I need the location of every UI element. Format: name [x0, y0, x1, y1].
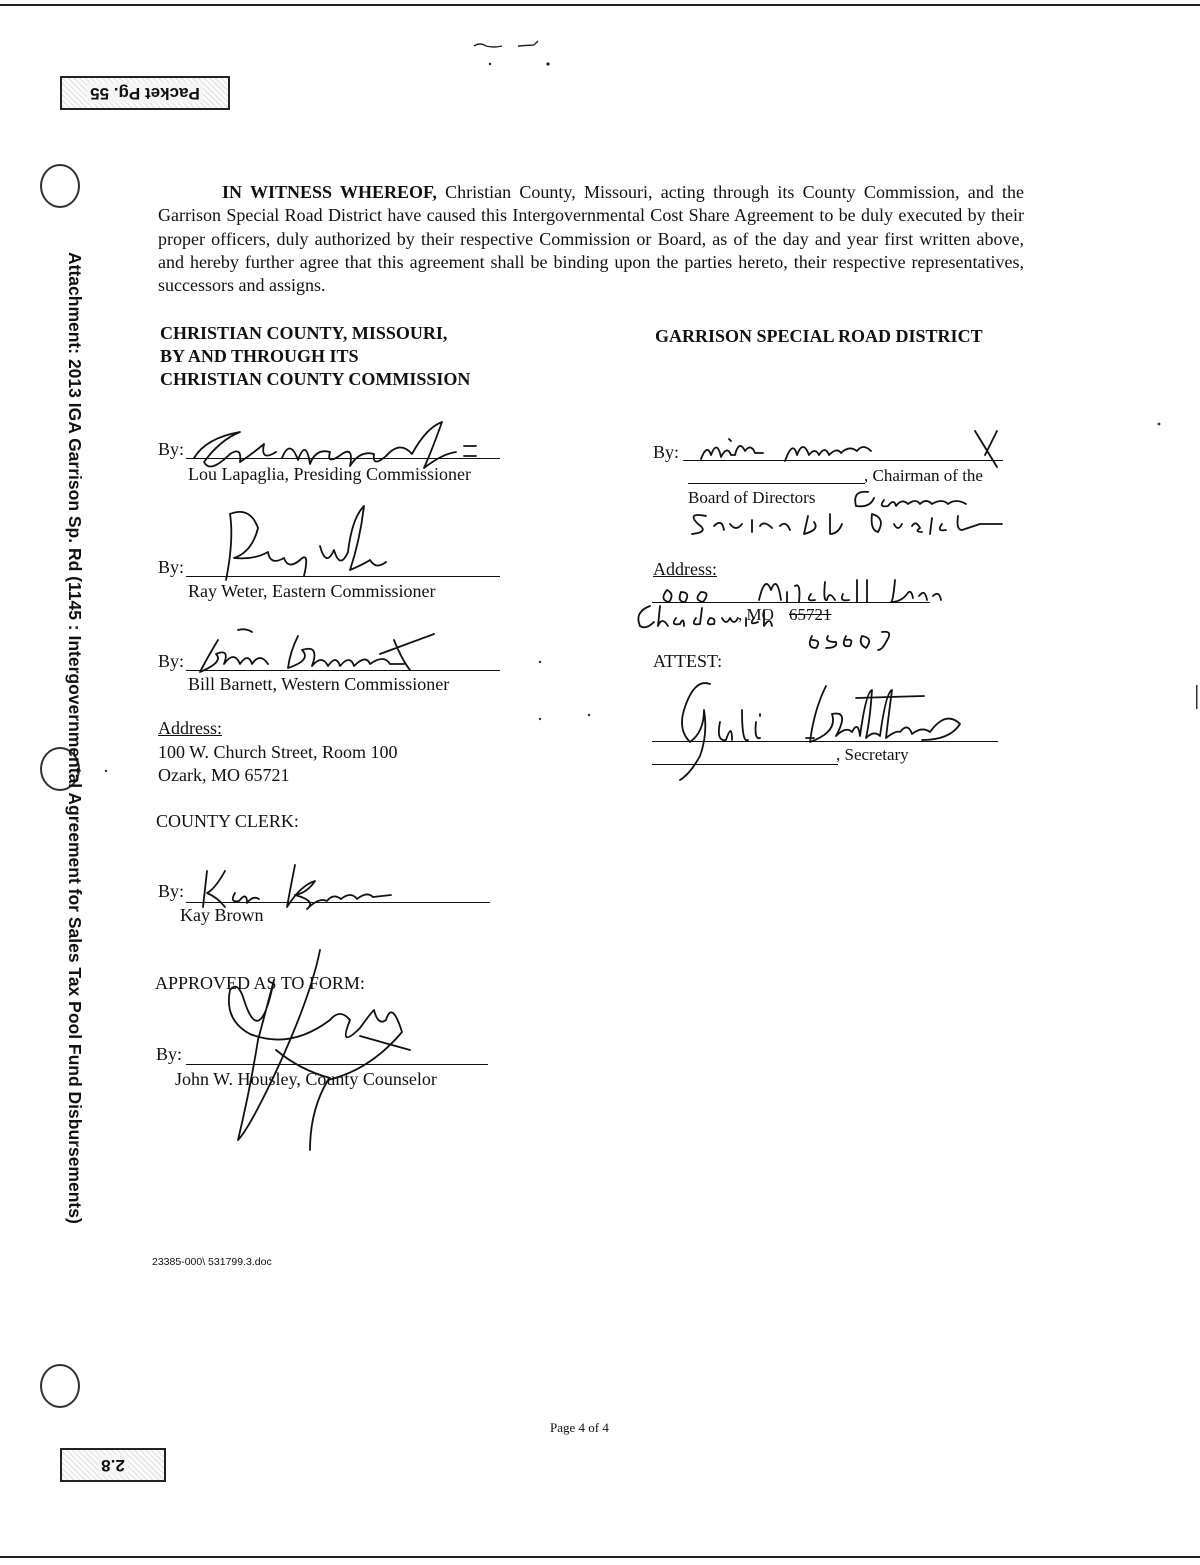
by-label-mike: By: — [653, 442, 680, 462]
by-label-john: By: — [156, 1044, 183, 1064]
by-label-kay: By: — [158, 881, 185, 901]
attest-label: ATTEST: — [653, 651, 723, 671]
signer-lou-lapaglia: Lou Lapaglia, Presiding Commissioner — [188, 464, 471, 484]
county-address-label: Address: — [158, 718, 222, 738]
approved-as-to-form-label: APPROVED AS TO FORM: — [155, 973, 365, 993]
signer-ray-weter: Ray Weter, Eastern Commissioner — [188, 581, 436, 601]
document-id: 23385-000\ 531799.3.doc — [152, 1256, 272, 1268]
secretary-suffix: , Secretary — [836, 745, 909, 764]
struck-zip: 65721 — [789, 605, 832, 624]
county-heading-line-2: BY AND THROUGH ITS — [160, 346, 359, 366]
county-heading-line-3: CHRISTIAN COUNTY COMMISSION — [160, 369, 471, 389]
garrison-heading: GARRISON SPECIAL ROAD DISTRICT — [655, 326, 983, 346]
by-label-bill: By: — [158, 651, 185, 671]
county-address-line-1: 100 W. Church Street, Room 100 — [158, 742, 398, 762]
chairman-suffix: , Chairman of the — [864, 466, 983, 485]
clerk-kay-brown: Kay Brown — [180, 905, 264, 925]
counselor-john-housley: John W. Housley, County Counselor — [175, 1069, 437, 1089]
county-address-line-2: Ozark, MO 65721 — [158, 765, 290, 785]
witness-lead: IN WITNESS WHEREOF, — [222, 182, 437, 202]
by-label-ray: By: — [158, 557, 185, 577]
witness-text: Christian County, Missouri, acting through its County Commission, and the Garrison Special Road District have caused this Intergovernmental Cost Share Agreement to be duly executed by their proper officers, duly authorized by their respective Commission or Board, as of the day and year first written above, and hereby further agree that this agreement shall be binding upon the parties hereto, their respective representatives, successors and assigns. — [158, 182, 1025, 296]
county-clerk-label: COUNTY CLERK: — [156, 811, 299, 831]
attachment-sidebar: Attachment: 2013 IGA Garrison Sp. Rd (1145 : Intergovernmental Agreement for Sales Tax Pool Fund Disbursements) — [65, 252, 85, 1224]
packet-page-label: Packet Pg. 55 — [87, 83, 203, 103]
board-of-directors-label: Board of Directors — [688, 488, 816, 507]
address-state-label: , MO — [738, 605, 774, 624]
by-label-lou: By: — [158, 439, 185, 459]
agenda-item-label: 2.8 — [98, 1455, 128, 1475]
page-number: Page 4 of 4 — [550, 1420, 609, 1435]
county-heading-line-1: CHRISTIAN COUNTY, MISSOURI, — [160, 323, 448, 343]
signer-bill-barnett: Bill Barnett, Western Commissioner — [188, 674, 450, 694]
garrison-address-label: Address: — [653, 559, 717, 579]
